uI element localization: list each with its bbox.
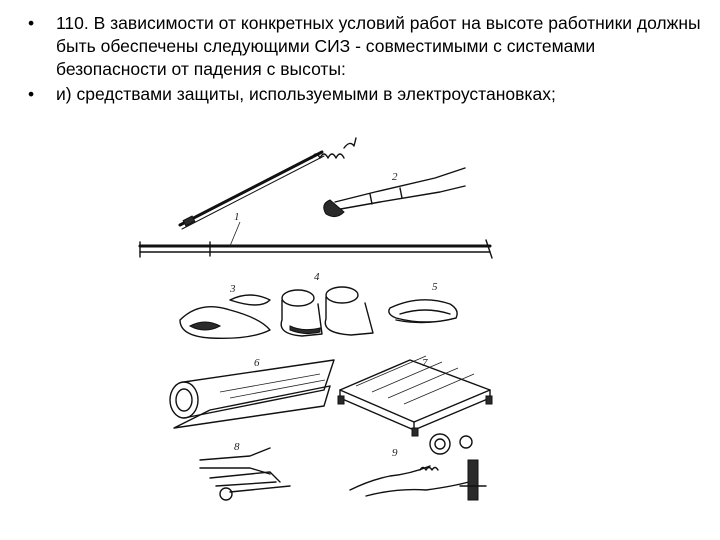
insulating-stand-icon [338, 356, 492, 436]
dielectric-galoshes-icon [389, 300, 457, 323]
bullet-list [28, 12, 708, 106]
ppe-drawing [130, 130, 510, 530]
bullet-marker: • [28, 13, 35, 33]
figure-label-5: 5 [432, 281, 438, 293]
dielectric-mat-icon [170, 360, 334, 428]
dielectric-boots-icon [281, 287, 373, 336]
bullet-item-110 [28, 12, 708, 81]
figure-label-2: 2 [392, 171, 398, 183]
figure-label-3: 3 [230, 283, 236, 295]
figure-label-7: 7 [422, 357, 428, 369]
dielectric-overshoes-icon [180, 295, 270, 338]
figure-label-6: 6 [254, 357, 260, 369]
figure-label-1: 1 [234, 211, 240, 223]
figure-label-9: 9 [392, 447, 398, 459]
voltage-indicator-icon [350, 434, 486, 500]
bullet-text: и) средствами защиты, используемыми в электроустановках; [56, 84, 556, 104]
insulated-hand-tools-icon [200, 448, 290, 500]
bullet-item-i [28, 83, 708, 106]
bullet-marker: • [28, 84, 35, 104]
figure-label-8: 8 [234, 441, 240, 453]
ppe-illustration [130, 130, 510, 530]
figure-label-4: 4 [314, 271, 320, 283]
bullet-text: 110. В зависимости от конкретных условий работ на высоте работники должны быть обеспечены следующими СИЗ - совместимыми с системами безопасности от падения с высоты: [56, 13, 701, 79]
insulating-rod-icon [140, 138, 492, 258]
